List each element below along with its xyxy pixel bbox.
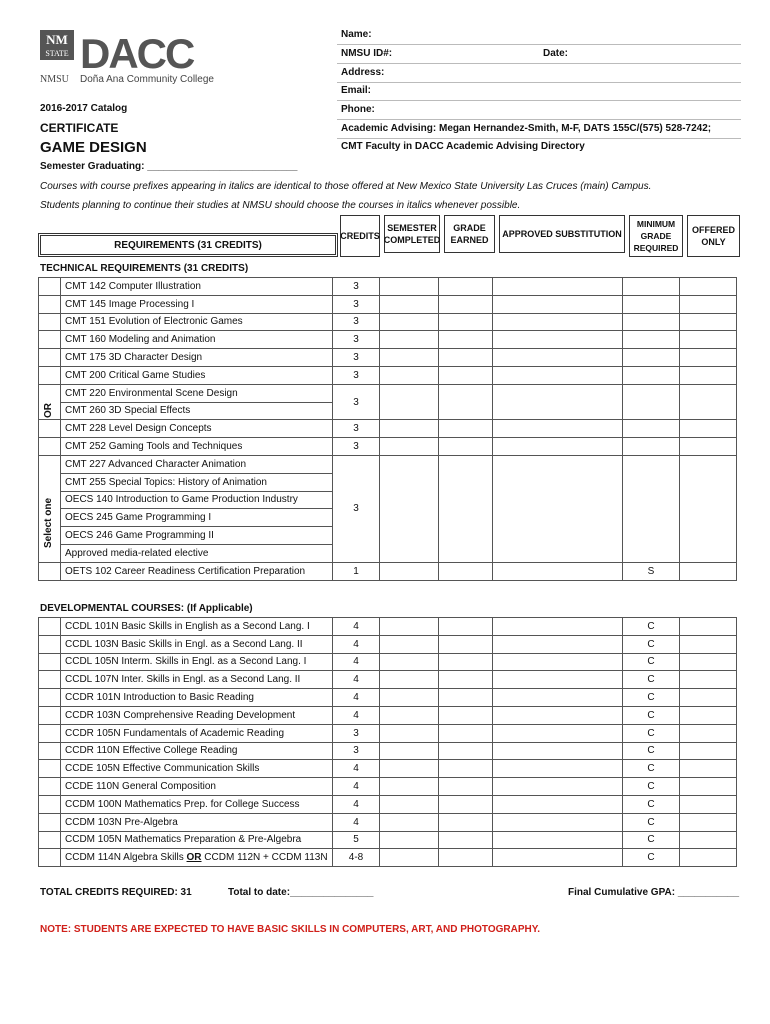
substitution-cell[interactable] <box>493 349 623 367</box>
course-credits: 3 <box>333 455 380 562</box>
side-cell <box>39 331 61 349</box>
side-cell <box>39 795 61 813</box>
substitution-cell[interactable] <box>493 618 623 636</box>
offered-cell[interactable] <box>680 635 737 653</box>
requirements-header: REQUIREMENTS (31 CREDITS) <box>38 233 338 257</box>
table-row <box>39 295 737 313</box>
offered-cell[interactable] <box>680 455 737 562</box>
min-grade-cell: C <box>623 778 680 796</box>
min-grade-cell: C <box>623 813 680 831</box>
side-cell <box>39 849 61 867</box>
semester-cell[interactable] <box>380 778 439 796</box>
side-cell <box>39 831 61 849</box>
logo-college: Doña Ana Community College <box>80 74 214 85</box>
grade-cell[interactable] <box>439 278 493 296</box>
course-name: CCDR 105N Fundamentals of Academic Reading <box>61 724 333 742</box>
side-cell <box>39 778 61 796</box>
table-row <box>39 724 737 742</box>
table-row <box>39 618 737 636</box>
substitution-cell[interactable] <box>493 438 623 456</box>
semester-completed-header: SEMESTER COMPLETED <box>384 215 440 253</box>
red-note: NOTE: STUDENTS ARE EXPECTED TO HAVE BASIC SKILLS IN COMPUTERS, ART, AND PHOTOGRAPHY. <box>40 924 541 935</box>
italic-note-1: Courses with course prefixes appearing in italics are identical to those offered at New Mexico State University Las Cruces (main) Campus. <box>40 181 652 192</box>
substitution-cell[interactable] <box>493 313 623 331</box>
min-grade-cell <box>623 331 680 349</box>
course-credits: 4 <box>333 795 380 813</box>
substitution-cell[interactable] <box>493 331 623 349</box>
min-grade-cell: C <box>623 706 680 724</box>
technical-table <box>38 277 737 581</box>
course-name: CMT 145 Image Processing I <box>61 295 333 313</box>
grade-cell[interactable] <box>439 706 493 724</box>
course-credits: 4 <box>333 706 380 724</box>
course-credits: 5 <box>333 831 380 849</box>
offered-cell[interactable] <box>680 849 737 867</box>
grade-cell[interactable] <box>439 313 493 331</box>
semester-cell[interactable] <box>380 653 439 671</box>
grade-cell[interactable] <box>439 438 493 456</box>
course-name: OECS 246 Game Programming II <box>61 527 333 545</box>
name-field[interactable]: Name: <box>337 26 741 45</box>
course-name: CCDE 110N General Composition <box>61 778 333 796</box>
semester-cell[interactable] <box>380 795 439 813</box>
course-name: CMT 260 3D Special Effects <box>61 402 333 420</box>
semester-cell[interactable] <box>380 438 439 456</box>
offered-cell[interactable] <box>680 295 737 313</box>
offered-cell[interactable] <box>680 278 737 296</box>
min-grade-cell: C <box>623 618 680 636</box>
min-grade-cell: C <box>623 689 680 707</box>
dacc-logo <box>40 30 220 86</box>
min-grade-cell <box>623 313 680 331</box>
table-row <box>39 313 737 331</box>
semester-cell[interactable] <box>380 313 439 331</box>
substitution-cell[interactable] <box>493 384 623 420</box>
offered-cell[interactable] <box>680 562 737 580</box>
course-name: OECS 245 Game Programming I <box>61 509 333 527</box>
course-credits: 3 <box>333 420 380 438</box>
substitution-cell[interactable] <box>493 778 623 796</box>
side-cell <box>39 562 61 580</box>
table-row <box>39 689 737 707</box>
course-name: CMT 228 Level Design Concepts <box>61 420 333 438</box>
grade-cell[interactable] <box>439 635 493 653</box>
course-name: CMT 175 3D Character Design <box>61 349 333 367</box>
min-grade-cell <box>623 349 680 367</box>
table-row <box>39 706 737 724</box>
grade-cell[interactable] <box>439 653 493 671</box>
course-credits: 3 <box>333 724 380 742</box>
semester-cell[interactable] <box>380 455 439 562</box>
side-cell <box>39 813 61 831</box>
course-name: CCDE 105N Effective Communication Skills <box>61 760 333 778</box>
side-cell <box>39 742 61 760</box>
program-title: GAME DESIGN <box>40 139 147 156</box>
substitution-cell[interactable] <box>493 671 623 689</box>
semester-cell[interactable] <box>380 278 439 296</box>
course-credits: 4 <box>333 689 380 707</box>
course-credits: 1 <box>333 562 380 580</box>
course-name: CCDL 101N Basic Skills in English as a Second Lang. I <box>61 618 333 636</box>
grade-cell[interactable] <box>439 349 493 367</box>
phone-field[interactable]: Phone: <box>337 101 741 120</box>
side-cell <box>39 706 61 724</box>
semester-cell[interactable] <box>380 384 439 420</box>
grade-cell[interactable] <box>439 455 493 562</box>
course-credits: 3 <box>333 331 380 349</box>
substitution-cell[interactable] <box>493 813 623 831</box>
logo-state: STATE <box>45 49 69 58</box>
substitution-cell[interactable] <box>493 849 623 867</box>
offered-cell[interactable] <box>680 438 737 456</box>
course-name: CMT 151 Evolution of Electronic Games <box>61 313 333 331</box>
course-name: CMT 142 Computer Illustration <box>61 278 333 296</box>
table-row <box>39 849 737 867</box>
side-cell <box>39 689 61 707</box>
min-grade-cell: C <box>623 724 680 742</box>
grade-cell[interactable] <box>439 689 493 707</box>
date-label: Date: <box>543 48 569 59</box>
semester-cell[interactable] <box>380 635 439 653</box>
course-name: CCDR 110N Effective College Reading <box>61 742 333 760</box>
logo-brand: DACC <box>80 30 194 77</box>
offered-cell[interactable] <box>680 366 737 384</box>
offered-cell[interactable] <box>680 689 737 707</box>
course-name: OETS 102 Career Readiness Certification Preparation <box>61 562 333 580</box>
side-cell <box>39 420 61 438</box>
table-row <box>39 438 737 456</box>
offered-cell[interactable] <box>680 724 737 742</box>
course-name: CCDR 101N Introduction to Basic Reading <box>61 689 333 707</box>
address-field[interactable]: Address: <box>337 64 741 83</box>
table-row <box>39 278 737 296</box>
semester-cell[interactable] <box>380 742 439 760</box>
final-gpa[interactable]: Final Cumulative GPA: ___________ <box>568 887 740 898</box>
total-to-date[interactable]: Total to date:_______________ <box>228 887 374 898</box>
minimum-grade-header: MINIMUM GRADE REQUIRED <box>629 215 683 257</box>
semester-cell[interactable] <box>380 724 439 742</box>
side-cell <box>39 724 61 742</box>
nmsu-id-field[interactable]: NMSU ID#: <box>337 45 741 64</box>
course-name: CCDM 105N Mathematics Preparation & Pre-Algebra <box>61 831 333 849</box>
course-credits: 3 <box>333 384 380 420</box>
technical-section-title: TECHNICAL REQUIREMENTS (31 CREDITS) <box>40 263 249 274</box>
course-credits: 4 <box>333 618 380 636</box>
min-grade-cell <box>623 438 680 456</box>
side-cell <box>39 295 61 313</box>
offered-cell[interactable] <box>680 653 737 671</box>
min-grade-cell <box>623 384 680 420</box>
min-grade-cell: S <box>623 562 680 580</box>
min-grade-cell: C <box>623 635 680 653</box>
substitution-cell[interactable] <box>493 742 623 760</box>
min-grade-cell: C <box>623 653 680 671</box>
developmental-section-title: DEVELOPMENTAL COURSES: (If Applicable) <box>40 603 253 614</box>
semester-cell[interactable] <box>380 671 439 689</box>
semester-cell[interactable] <box>380 831 439 849</box>
select-one-label: Select one <box>43 497 54 548</box>
substitution-cell[interactable] <box>493 760 623 778</box>
table-row <box>39 562 737 580</box>
table-row <box>39 760 737 778</box>
grade-cell[interactable] <box>439 742 493 760</box>
side-cell <box>39 278 61 296</box>
min-grade-cell <box>623 455 680 562</box>
min-grade-cell <box>623 420 680 438</box>
side-cell <box>39 653 61 671</box>
table-row <box>39 813 737 831</box>
semester-cell[interactable] <box>380 295 439 313</box>
course-credits: 4 <box>333 635 380 653</box>
min-grade-cell: C <box>623 742 680 760</box>
course-credits: 3 <box>333 366 380 384</box>
substitution-cell[interactable] <box>493 635 623 653</box>
table-row <box>39 420 737 438</box>
course-name: CCDL 105N Interm. Skills in Engl. as a Second Lang. I <box>61 653 333 671</box>
semester-cell[interactable] <box>380 760 439 778</box>
course-name: Approved media-related elective <box>61 544 333 562</box>
offered-cell[interactable] <box>680 331 737 349</box>
side-cell <box>39 618 61 636</box>
side-cell <box>39 313 61 331</box>
offered-cell[interactable] <box>680 618 737 636</box>
offered-cell[interactable] <box>680 420 737 438</box>
course-name: OECS 140 Introduction to Game Production Industry <box>61 491 333 509</box>
side-cell <box>39 671 61 689</box>
semester-cell[interactable] <box>380 813 439 831</box>
table-row <box>39 455 737 473</box>
course-name: CCDM 100N Mathematics Prep. for College Success <box>61 795 333 813</box>
offered-cell[interactable] <box>680 831 737 849</box>
total-credits: TOTAL CREDITS REQUIRED: 31 <box>40 887 192 898</box>
substitution-cell[interactable] <box>493 562 623 580</box>
grade-cell[interactable] <box>439 795 493 813</box>
substitution-cell[interactable] <box>493 420 623 438</box>
table-row <box>39 831 737 849</box>
offered-cell[interactable] <box>680 778 737 796</box>
table-row <box>39 331 737 349</box>
substitution-cell[interactable] <box>493 455 623 562</box>
course-credits: 3 <box>333 349 380 367</box>
semester-graduating: Semester Graduating: ___________________________ <box>40 161 298 172</box>
course-name: CMT 220 Environmental Scene Design <box>61 384 333 402</box>
substitution-cell[interactable] <box>493 831 623 849</box>
credits-header: CREDITS <box>340 215 380 257</box>
course-name: CMT 200 Critical Game Studies <box>61 366 333 384</box>
min-grade-cell <box>623 295 680 313</box>
substitution-cell[interactable] <box>493 724 623 742</box>
min-grade-cell: C <box>623 760 680 778</box>
offered-cell[interactable] <box>680 706 737 724</box>
course-name: CCDR 103N Comprehensive Reading Development <box>61 706 333 724</box>
course-credits: 3 <box>333 742 380 760</box>
course-credits: 4 <box>333 813 380 831</box>
faculty-line: CMT Faculty in DACC Academic Advising Directory <box>341 141 585 152</box>
offered-cell[interactable] <box>680 349 737 367</box>
substitution-cell[interactable] <box>493 295 623 313</box>
min-grade-cell <box>623 278 680 296</box>
table-row <box>39 366 737 384</box>
semester-cell[interactable] <box>380 849 439 867</box>
grade-cell[interactable] <box>439 384 493 420</box>
substitution-cell[interactable] <box>493 689 623 707</box>
offered-cell[interactable] <box>680 795 737 813</box>
offered-cell[interactable] <box>680 313 737 331</box>
course-credits: 3 <box>333 438 380 456</box>
substitution-cell[interactable] <box>493 366 623 384</box>
min-grade-cell: C <box>623 849 680 867</box>
course-name: CMT 252 Gaming Tools and Techniques <box>61 438 333 456</box>
italic-note-2: Students planning to continue their studies at NMSU should choose the courses in italics whenever possible. <box>40 200 521 211</box>
side-cell <box>39 366 61 384</box>
course-name: CMT 255 Special Topics: History of Animation <box>61 473 333 491</box>
semester-cell[interactable] <box>380 366 439 384</box>
grade-cell[interactable] <box>439 618 493 636</box>
course-name: CCDL 103N Basic Skills in Engl. as a Second Lang. II <box>61 635 333 653</box>
semester-cell[interactable] <box>380 618 439 636</box>
table-row <box>39 795 737 813</box>
grade-cell[interactable] <box>439 724 493 742</box>
logo-nmsu: NMSU <box>40 74 69 85</box>
table-row <box>39 349 737 367</box>
grade-cell[interactable] <box>439 760 493 778</box>
advising-line: Academic Advising: Megan Hernandez-Smith, M-F, DATS 155C/(575) 528-7242; <box>337 120 741 139</box>
course-credits: 3 <box>333 313 380 331</box>
grade-cell[interactable] <box>439 331 493 349</box>
course-name: CCDL 107N Inter. Skills in Engl. as a Second Lang. II <box>61 671 333 689</box>
offered-only-header: OFFERED ONLY <box>687 215 740 257</box>
course-credits: 4 <box>333 760 380 778</box>
substitution-cell[interactable] <box>493 795 623 813</box>
course-credits: 4 <box>333 671 380 689</box>
grade-cell[interactable] <box>439 420 493 438</box>
grade-cell[interactable] <box>439 831 493 849</box>
substitution-cell[interactable] <box>493 278 623 296</box>
semester-cell[interactable] <box>380 562 439 580</box>
side-cell <box>39 760 61 778</box>
course-credits: 3 <box>333 295 380 313</box>
grade-cell[interactable] <box>439 671 493 689</box>
grade-cell[interactable] <box>439 366 493 384</box>
table-row <box>39 778 737 796</box>
table-row <box>39 635 737 653</box>
approved-substitution-header: APPROVED SUBSTITUTION <box>499 215 625 253</box>
grade-cell[interactable] <box>439 813 493 831</box>
course-name: CCDM 114N Algebra Skills OR CCDM 112N + CCDM 113N <box>61 849 333 867</box>
email-field[interactable]: Email: <box>337 82 741 101</box>
side-cell <box>39 635 61 653</box>
offered-cell[interactable] <box>680 384 737 420</box>
course-name: CMT 160 Modeling and Animation <box>61 331 333 349</box>
substitution-cell[interactable] <box>493 653 623 671</box>
min-grade-cell <box>623 366 680 384</box>
semester-cell[interactable] <box>380 331 439 349</box>
side-cell <box>39 349 61 367</box>
logo-nm: NM <box>46 32 68 47</box>
min-grade-cell: C <box>623 795 680 813</box>
certificate-label: CERTIFICATE <box>40 121 119 135</box>
side-cell <box>39 438 61 456</box>
grade-cell[interactable] <box>439 562 493 580</box>
grade-earned-header: GRADE EARNED <box>444 215 495 253</box>
grade-cell[interactable] <box>439 295 493 313</box>
semester-cell[interactable] <box>380 689 439 707</box>
course-name: CMT 227 Advanced Character Animation <box>61 455 333 473</box>
semester-cell[interactable] <box>380 420 439 438</box>
grade-cell[interactable] <box>439 778 493 796</box>
table-row <box>39 742 737 760</box>
course-credits: 4 <box>333 778 380 796</box>
or-label: OR <box>43 403 54 418</box>
table-row <box>39 384 737 402</box>
course-name: CCDM 103N Pre-Algebra <box>61 813 333 831</box>
offered-cell[interactable] <box>680 813 737 831</box>
table-row <box>39 671 737 689</box>
semester-cell[interactable] <box>380 706 439 724</box>
table-row <box>39 653 737 671</box>
offered-cell[interactable] <box>680 760 737 778</box>
course-credits: 4 <box>333 653 380 671</box>
min-grade-cell: C <box>623 831 680 849</box>
substitution-cell[interactable] <box>493 706 623 724</box>
grade-cell[interactable] <box>439 849 493 867</box>
catalog-year: 2016-2017 Catalog <box>40 103 128 114</box>
offered-cell[interactable] <box>680 742 737 760</box>
offered-cell[interactable] <box>680 671 737 689</box>
course-credits: 3 <box>333 278 380 296</box>
course-credits: 4-8 <box>333 849 380 867</box>
min-grade-cell: C <box>623 671 680 689</box>
semester-cell[interactable] <box>380 349 439 367</box>
developmental-table <box>38 617 737 867</box>
